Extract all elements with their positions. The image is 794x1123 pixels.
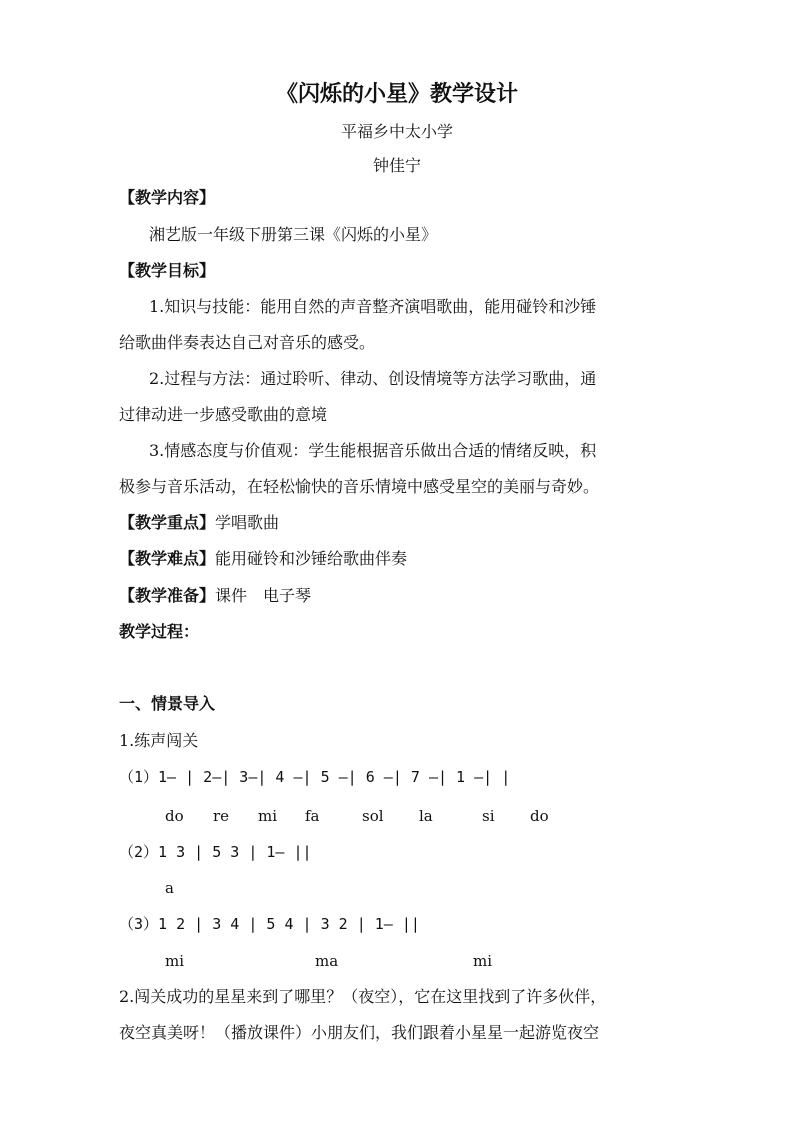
key-text: 学唱歌曲 — [215, 513, 280, 532]
key-point-line — [119, 513, 279, 533]
ex3-syllable: mi — [165, 952, 185, 970]
ex1-syllable: re — [213, 807, 230, 825]
goal1-line1: 1.知识与技能：能用自然的声音整齐演唱歌曲，能用碰铃和沙锤 — [149, 297, 597, 316]
ex3-syllable: mi — [473, 952, 493, 970]
content-text: 湘艺版一年级下册第三课《闪烁的小星》 — [149, 225, 438, 244]
goal2-line1: 2.过程与方法：通过聆听、律动、创设情境等方法学习歌曲，通 — [149, 369, 597, 388]
ex1-syllable: do — [165, 807, 184, 825]
goals-heading: 【教学目标】 — [119, 261, 216, 280]
prep-line — [119, 586, 311, 606]
prep-text: 课件 电子琴 — [215, 586, 312, 605]
content-heading: 【教学内容】 — [119, 188, 216, 207]
ex2-syllable: a — [165, 879, 174, 897]
ex1-syllable: la — [419, 807, 433, 825]
step1-text: 1.练声闯关 — [119, 731, 199, 750]
goal3-line2: 极参与音乐活动，在轻松愉快的音乐情境中感受星空的美丽与奇妙。 — [119, 477, 600, 496]
difficulty-heading: 【教学难点】 — [119, 549, 216, 568]
difficulty-line — [119, 549, 407, 569]
step2-line1: 2.闯关成功的星星来到了哪里？（夜空），它在这里找到了许多伙伴， — [119, 987, 607, 1006]
exercise3-notes: （3）1 2 | 3 4 | 5 4 | 3 2 | 1— || — [119, 915, 420, 933]
school-name: 平福乡中太小学 — [340, 122, 453, 141]
process-heading: 教学过程： — [119, 622, 200, 641]
ex1-syllable: mi — [258, 807, 278, 825]
section1-heading: 一、情景导入 — [119, 694, 216, 713]
key-heading: 【教学重点】 — [119, 513, 216, 532]
document-title: 《闪烁的小星》教学设计 — [275, 81, 518, 107]
goal2-line2: 过律动进一步感受歌曲的意境 — [119, 405, 328, 424]
exercise2-notes: （2）1 3 | 5 3 | 1— || — [119, 843, 312, 861]
ex1-syllable: fa — [305, 807, 320, 825]
exercise1-notes: （1）1— | 2—| 3—| 4 —| 5 —| 6 —| 7 —| 1 —| | — [119, 768, 511, 786]
step2-line2: 夜空真美呀！（播放课件）小朋友们，我们跟着小星星一起游览夜空 — [119, 1023, 600, 1042]
goal3-line1: 3.情感态度与价值观：学生能根据音乐做出合适的情绪反映，积 — [149, 441, 597, 460]
ex1-syllable: do — [530, 807, 549, 825]
difficulty-text: 能用碰铃和沙锤给歌曲伴奏 — [215, 549, 408, 568]
ex1-syllable: si — [482, 807, 495, 825]
prep-heading: 【教学准备】 — [119, 586, 216, 605]
author-name: 钟佳宁 — [372, 156, 421, 175]
ex3-syllable: ma — [315, 952, 339, 970]
ex1-syllable: sol — [362, 807, 384, 825]
goal1-line2: 给歌曲伴奏表达自己对音乐的感受。 — [119, 333, 376, 352]
